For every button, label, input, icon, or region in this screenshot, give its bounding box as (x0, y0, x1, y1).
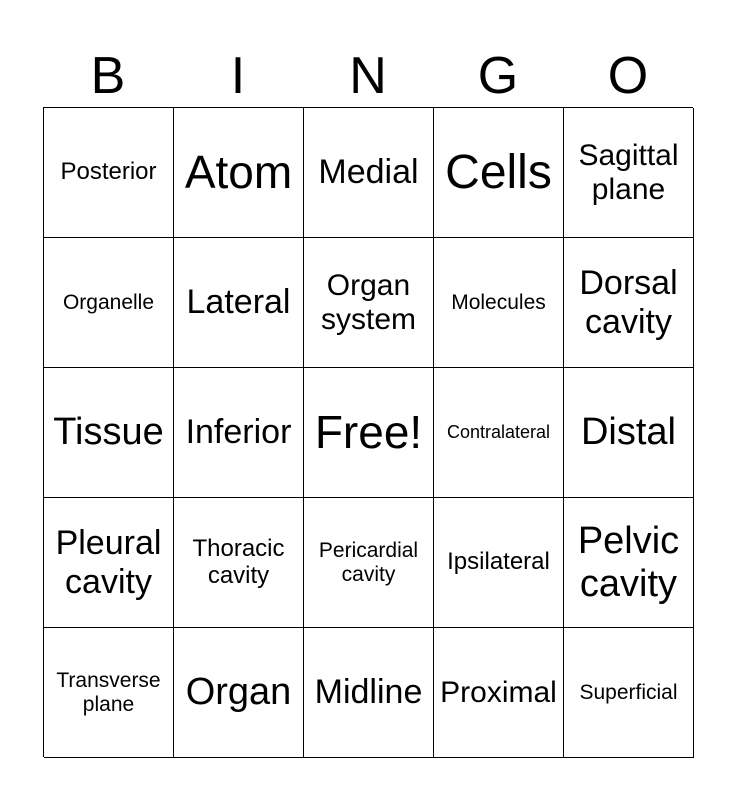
bingo-cell[interactable] (564, 628, 694, 758)
bingo-cell[interactable] (434, 238, 564, 368)
bingo-cell[interactable] (44, 368, 174, 498)
cell-label: Pericardial cavity (318, 538, 419, 586)
cell-label: Inferior (185, 413, 292, 452)
bingo-cell[interactable] (44, 498, 174, 628)
header-letter-o: O (607, 47, 649, 105)
bingo-cell[interactable] (434, 628, 564, 758)
bingo-cell[interactable] (564, 498, 694, 628)
bingo-cell[interactable] (44, 238, 174, 368)
cell-label: Cells (445, 145, 552, 199)
bingo-cell[interactable] (564, 108, 694, 238)
bingo-cell[interactable] (174, 368, 304, 498)
bingo-cell[interactable] (434, 368, 564, 498)
cell-label: Lateral (186, 283, 291, 322)
header-letter-i: I (230, 47, 246, 105)
bingo-cell[interactable] (174, 498, 304, 628)
bingo-header (43, 44, 693, 108)
cell-label: Atom (184, 145, 293, 198)
cell-label: Ipsilateral (447, 548, 550, 576)
bingo-cell[interactable] (174, 238, 304, 368)
bingo-cell[interactable] (434, 498, 564, 628)
bingo-cell[interactable] (304, 368, 434, 498)
cell-label: Posterior (60, 158, 157, 186)
cell-label: Contralateral (446, 422, 551, 443)
cell-label: Free! (314, 405, 423, 458)
bingo-cell[interactable] (564, 368, 694, 498)
header-letter-n: N (349, 47, 387, 105)
cell-label: Distal (580, 411, 677, 454)
cell-label: Pelvic cavity (577, 519, 680, 605)
cell-label: Organ system (320, 268, 416, 336)
cell-label: Proximal (440, 675, 557, 709)
bingo-cell[interactable] (174, 108, 304, 238)
bingo-cell[interactable] (564, 238, 694, 368)
bingo-cell[interactable] (174, 628, 304, 758)
cell-label: Medial (318, 153, 419, 192)
cell-label: Dorsal cavity (579, 264, 678, 341)
cell-label: Molecules (451, 290, 546, 314)
cell-label: Pleural cavity (55, 524, 162, 601)
cell-label: Organelle (62, 290, 155, 314)
bingo-cell[interactable] (304, 238, 434, 368)
bingo-cell[interactable] (304, 628, 434, 758)
cell-label: Organ (185, 671, 292, 714)
cell-label: Transverse plane (56, 668, 161, 716)
cell-label: Midline (314, 673, 423, 712)
bingo-cell[interactable] (44, 628, 174, 758)
cell-label: Superficial (579, 680, 678, 704)
bingo-cell[interactable] (304, 108, 434, 238)
bingo-cell[interactable] (434, 108, 564, 238)
bingo-cell[interactable] (304, 498, 434, 628)
bingo-cell[interactable] (44, 108, 174, 238)
bingo-board (43, 107, 693, 757)
cell-label: Thoracic cavity (192, 534, 285, 589)
header-letter-b: B (90, 47, 126, 105)
cell-label: Tissue (53, 411, 164, 454)
header-letter-g: G (477, 47, 519, 105)
cell-label: Sagittal plane (578, 138, 679, 206)
